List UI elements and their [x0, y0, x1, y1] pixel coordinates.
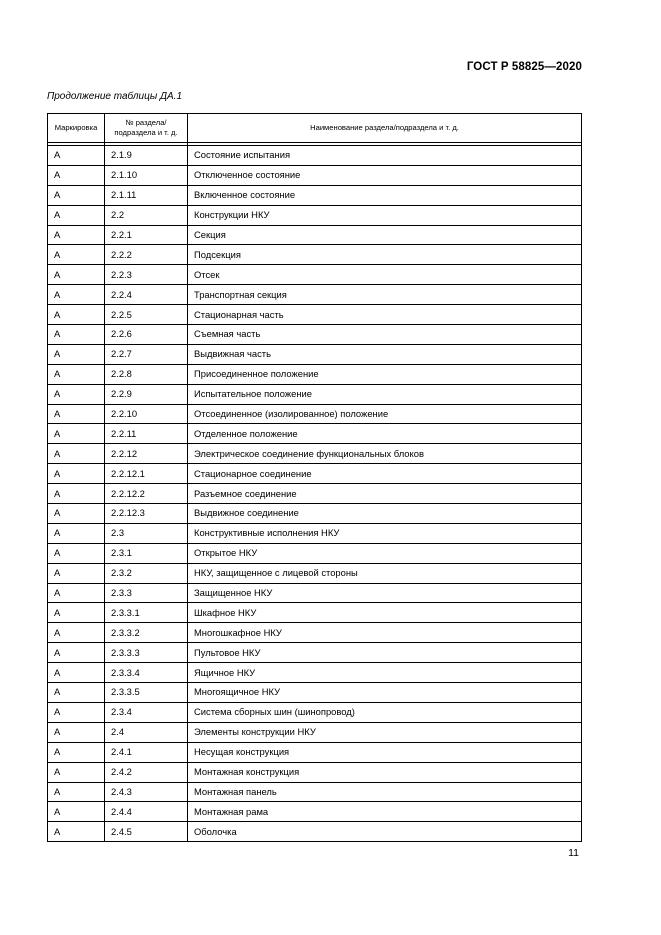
- cell-marking: А: [48, 663, 105, 683]
- cell-section-name: Стационарная часть: [188, 305, 582, 325]
- cell-section-number: 2.3.3: [105, 583, 188, 603]
- cell-section-number: 2.1.9: [105, 146, 188, 166]
- cell-section-number: 2.1.10: [105, 165, 188, 185]
- cell-section-number: 2.3.3.1: [105, 603, 188, 623]
- table-row: [48, 583, 582, 603]
- data-table: [47, 113, 582, 842]
- cell-section-number: 2.2.8: [105, 364, 188, 384]
- cell-section-number: 2.2.10: [105, 404, 188, 424]
- cell-section-name: Отделенное положение: [188, 424, 582, 444]
- cell-marking: А: [48, 742, 105, 762]
- cell-marking: А: [48, 285, 105, 305]
- cell-section-number: 2.3.1: [105, 543, 188, 563]
- cell-section-name: Стационарное соединение: [188, 464, 582, 484]
- cell-section-name: Многоящичное НКУ: [188, 683, 582, 703]
- table-row: [48, 344, 582, 364]
- cell-marking: А: [48, 523, 105, 543]
- cell-marking: А: [48, 305, 105, 325]
- cell-section-number: 2.4.1: [105, 742, 188, 762]
- cell-section-name: Выдвижное соединение: [188, 504, 582, 524]
- table-row: [48, 523, 582, 543]
- table-container: [47, 113, 582, 842]
- cell-section-number: 2.2.11: [105, 424, 188, 444]
- header-section-number: [105, 114, 188, 143]
- cell-section-name: Съемная часть: [188, 325, 582, 345]
- cell-section-number: 2.3.3.3: [105, 643, 188, 663]
- table-row: [48, 543, 582, 563]
- cell-section-name: Конструкции НКУ: [188, 205, 582, 225]
- table-body: [48, 146, 582, 842]
- cell-section-number: 2.2.5: [105, 305, 188, 325]
- cell-section-number: 2.2.12.1: [105, 464, 188, 484]
- table-header-row: [48, 114, 582, 143]
- table-row: [48, 384, 582, 404]
- cell-marking: А: [48, 344, 105, 364]
- cell-section-number: 2.3.3.5: [105, 683, 188, 703]
- table-row: [48, 702, 582, 722]
- table-row: [48, 265, 582, 285]
- cell-marking: А: [48, 245, 105, 265]
- cell-section-number: 2.4.5: [105, 822, 188, 842]
- cell-marking: А: [48, 762, 105, 782]
- table-row: [48, 762, 582, 782]
- cell-section-name: Секция: [188, 225, 582, 245]
- table-row: [48, 185, 582, 205]
- cell-section-number: 2.2.2: [105, 245, 188, 265]
- page-number: 11: [568, 847, 579, 859]
- cell-section-name: Монтажная рама: [188, 802, 582, 822]
- table-row: [48, 663, 582, 683]
- cell-section-name: Шкафное НКУ: [188, 603, 582, 623]
- cell-section-number: 2.2.4: [105, 285, 188, 305]
- cell-section-number: 2.4: [105, 722, 188, 742]
- cell-section-number: 2.2.1: [105, 225, 188, 245]
- cell-section-number: 2.2.7: [105, 344, 188, 364]
- cell-section-number: 2.4.3: [105, 782, 188, 802]
- table-row: [48, 424, 582, 444]
- cell-section-name: Ящичное НКУ: [188, 663, 582, 683]
- cell-section-name: Разъемное соединение: [188, 484, 582, 504]
- cell-marking: А: [48, 722, 105, 742]
- table-row: [48, 822, 582, 842]
- cell-section-number: 2.4.4: [105, 802, 188, 822]
- cell-marking: А: [48, 185, 105, 205]
- cell-section-name: Электрическое соединение функциональных блоков: [188, 444, 582, 464]
- cell-section-number: 2.2.6: [105, 325, 188, 345]
- cell-marking: А: [48, 265, 105, 285]
- header-section-number-text: № раздела/ подраздела и т. д.: [114, 118, 178, 137]
- cell-marking: А: [48, 444, 105, 464]
- cell-section-name: Конструктивные исполнения НКУ: [188, 523, 582, 543]
- header-section-name: Наименование раздела/подраздела и т. д.: [188, 114, 582, 143]
- cell-section-name: Подсекция: [188, 245, 582, 265]
- cell-section-number: 2.3: [105, 523, 188, 543]
- cell-section-name: Испытательное положение: [188, 384, 582, 404]
- cell-section-number: 2.2.12.3: [105, 504, 188, 524]
- table-row: [48, 484, 582, 504]
- cell-section-number: 2.2.12.2: [105, 484, 188, 504]
- cell-marking: А: [48, 464, 105, 484]
- header-marking: Маркировка: [48, 114, 105, 143]
- cell-section-name: Несущая конструкция: [188, 742, 582, 762]
- cell-section-number: 2.3.2: [105, 563, 188, 583]
- cell-marking: А: [48, 782, 105, 802]
- cell-marking: А: [48, 424, 105, 444]
- cell-section-number: 2.2: [105, 205, 188, 225]
- cell-section-number: 2.3.3.4: [105, 663, 188, 683]
- table-row: [48, 165, 582, 185]
- table-row: [48, 643, 582, 663]
- cell-marking: А: [48, 702, 105, 722]
- cell-marking: А: [48, 822, 105, 842]
- cell-marking: А: [48, 325, 105, 345]
- cell-section-number: 2.2.3: [105, 265, 188, 285]
- cell-section-number: 2.3.3.2: [105, 623, 188, 643]
- table-row: [48, 802, 582, 822]
- cell-section-name: Транспортная секция: [188, 285, 582, 305]
- cell-section-name: Оболочка: [188, 822, 582, 842]
- table-row: [48, 603, 582, 623]
- table-row: [48, 146, 582, 166]
- table-row: [48, 225, 582, 245]
- cell-marking: А: [48, 225, 105, 245]
- cell-section-name: Выдвижная часть: [188, 344, 582, 364]
- table-caption: Продолжение таблицы ДА.1: [47, 91, 183, 102]
- table-row: [48, 464, 582, 484]
- cell-marking: А: [48, 205, 105, 225]
- cell-marking: А: [48, 583, 105, 603]
- cell-marking: А: [48, 384, 105, 404]
- cell-marking: А: [48, 603, 105, 623]
- cell-section-name: НКУ, защищенное с лицевой стороны: [188, 563, 582, 583]
- cell-marking: А: [48, 563, 105, 583]
- cell-section-number: 2.3.4: [105, 702, 188, 722]
- cell-section-name: Элементы конструкции НКУ: [188, 722, 582, 742]
- cell-section-name: Включенное состояние: [188, 185, 582, 205]
- cell-section-number: 2.2.9: [105, 384, 188, 404]
- table-row: [48, 563, 582, 583]
- cell-section-name: Многошкафное НКУ: [188, 623, 582, 643]
- table-row: [48, 205, 582, 225]
- cell-section-name: Отсек: [188, 265, 582, 285]
- cell-section-name: Система сборных шин (шинопровод): [188, 702, 582, 722]
- cell-marking: А: [48, 165, 105, 185]
- cell-section-name: Монтажная панель: [188, 782, 582, 802]
- cell-section-name: Открытое НКУ: [188, 543, 582, 563]
- table-row: [48, 364, 582, 384]
- cell-section-number: 2.1.11: [105, 185, 188, 205]
- cell-marking: А: [48, 404, 105, 424]
- cell-section-name: Состояние испытания: [188, 146, 582, 166]
- cell-marking: А: [48, 543, 105, 563]
- cell-section-name: Монтажная конструкция: [188, 762, 582, 782]
- table-row: [48, 305, 582, 325]
- cell-marking: А: [48, 802, 105, 822]
- cell-section-name: Защищенное НКУ: [188, 583, 582, 603]
- table-row: [48, 683, 582, 703]
- table-row: [48, 504, 582, 524]
- cell-marking: А: [48, 643, 105, 663]
- cell-section-number: 2.4.2: [105, 762, 188, 782]
- table-row: [48, 742, 582, 762]
- cell-section-name: Отключенное состояние: [188, 165, 582, 185]
- table-row: [48, 325, 582, 345]
- table-row: [48, 722, 582, 742]
- cell-marking: А: [48, 623, 105, 643]
- cell-marking: А: [48, 364, 105, 384]
- cell-marking: А: [48, 146, 105, 166]
- table-row: [48, 623, 582, 643]
- cell-section-number: 2.2.12: [105, 444, 188, 464]
- table-row: [48, 404, 582, 424]
- cell-section-name: Пультовое НКУ: [188, 643, 582, 663]
- cell-section-name: Присоединенное положение: [188, 364, 582, 384]
- cell-marking: А: [48, 683, 105, 703]
- table-row: [48, 245, 582, 265]
- table-row: [48, 782, 582, 802]
- cell-section-name: Отсоединенное (изолированное) положение: [188, 404, 582, 424]
- table-row: [48, 285, 582, 305]
- cell-marking: А: [48, 504, 105, 524]
- table-row: [48, 444, 582, 464]
- cell-marking: А: [48, 484, 105, 504]
- document-code: ГОСТ Р 58825—2020: [466, 61, 582, 73]
